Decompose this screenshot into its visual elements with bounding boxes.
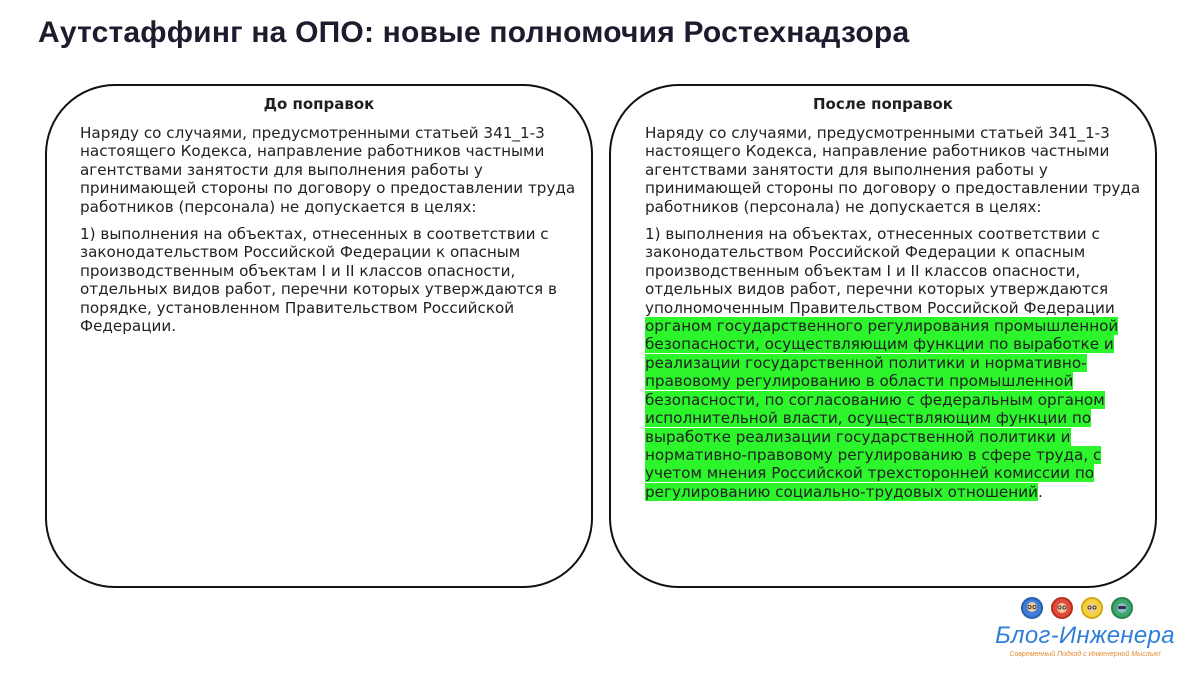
after-amendments-panel bbox=[609, 84, 1157, 588]
engineer-face-yellow-icon bbox=[1081, 597, 1103, 619]
before-panel-heading: До поправок bbox=[263, 95, 375, 113]
logo-tagline: Современный Подход с Инженерной Мыслью! bbox=[1009, 651, 1161, 658]
after-paragraph-2 bbox=[645, 225, 1143, 501]
engineer-face-red-icon bbox=[1051, 597, 1073, 619]
page-title: Аутстаффинг на ОПО: новые полномочия Ростехнадзора bbox=[38, 16, 910, 49]
before-amendments-panel bbox=[45, 84, 593, 588]
after-paragraph-1: Наряду со случаями, предусмотренными статьей 341_1-3 настоящего Кодекса, направление работников частными агентствами занятости для выполнения работы у принимающей стороны по договору о предоставлении труда работников (персонала) не допускается в целях: bbox=[645, 124, 1141, 216]
after-panel-heading: После поправок bbox=[812, 95, 953, 113]
engineer-face-green-icon bbox=[1111, 597, 1133, 619]
blog-logo[interactable] bbox=[995, 597, 1175, 663]
after-paragraph-2-end: . bbox=[1037, 482, 1043, 501]
before-paragraph-2: 1) выполнения на объектах, отнесенных в соответствии с законодательством Российской Федерации к опасным производственным объектам I и II классов опасности, отдельных видов работ, перечни которых утверждаются в порядке, установленном Правительством Российской Федерации. bbox=[80, 225, 557, 336]
before-paragraph-1: Наряду со случаями, предусмотренными статьей 341_1-3 настоящего Кодекса, направление работников частными агентствами занятости для выполнения работы у принимающей стороны по договору о предоставлении труда работников (персонала) не допускается в целях: bbox=[80, 124, 576, 216]
engineer-face-blue-icon bbox=[1021, 597, 1043, 619]
highlighted-amendment: органом государственного регулирования промышленной безопасности, осуществляющим функции по выработке и реализации государственной политики и нормативно-правовому регулированию в области промышленной безопасности, по согласованию с федеральным органом исполнительной власти, осуществляющим функции по выработке реализации государственной политики и нормативно-правовому регулированию в сфере труда, с учетом мнения Российской трехсторонней комиссии по регулированию социально-трудовых отношений bbox=[645, 317, 1119, 501]
logo-name: Блог-Инженера bbox=[995, 622, 1175, 649]
before-panel-body bbox=[80, 124, 577, 344]
after-panel-body bbox=[645, 124, 1143, 510]
after-paragraph-2-text: 1) выполнения на объектах, отнесенных соответствии с законодательством Российской Федерации к опасным производственным объектам I и II классов опасности, отдельных видов работ, перечни которых утверждаются уполномоченным Правительством Российской Федерации bbox=[645, 225, 1115, 317]
